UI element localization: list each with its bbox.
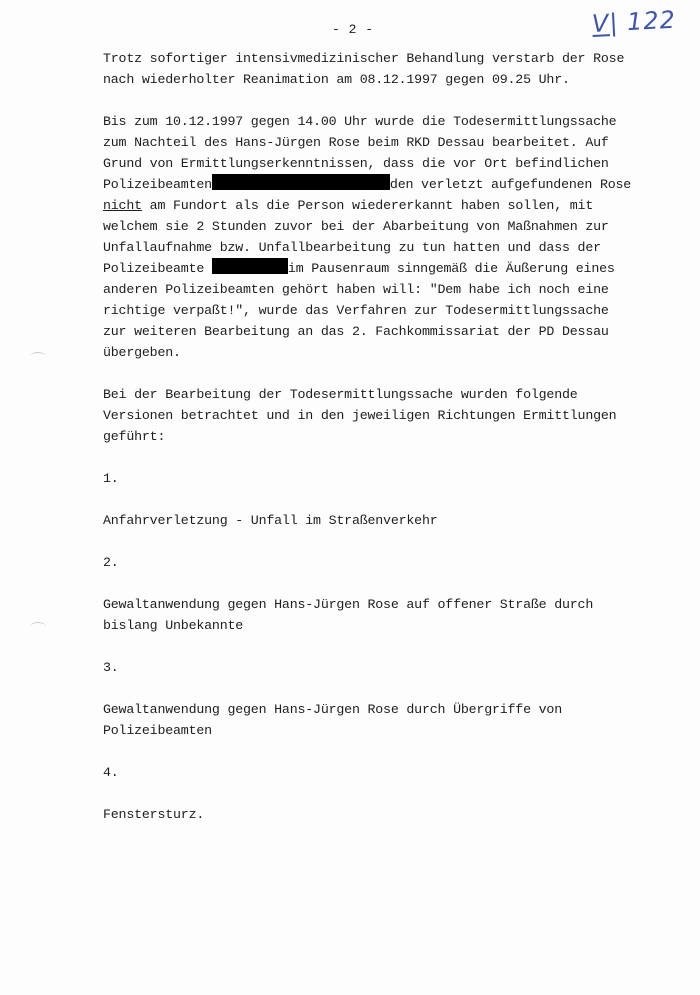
text-line: zur weiteren Bearbeitung an das 2. Fachkommissariat der PD Dessau bbox=[103, 324, 609, 339]
text-line: anderen Polizeibeamten gehört haben will: "Dem habe ich noch eine bbox=[103, 282, 609, 297]
version-item bbox=[103, 762, 673, 825]
paragraph-versions-intro bbox=[103, 384, 673, 447]
version-text: Gewaltanwendung gegen Hans-Jürgen Rose durch Übergriffe von bbox=[103, 702, 562, 717]
text-line: zum Nachteil des Hans-Jürgen Rose beim RKD Dessau bearbeitet. Auf bbox=[103, 135, 609, 150]
document-body bbox=[103, 48, 673, 825]
redaction-bar bbox=[212, 174, 390, 190]
text-line: geführt: bbox=[103, 429, 166, 444]
text-line: richtige verpaßt!", wurde das Verfahren zur Todesermittlungssache bbox=[103, 303, 609, 318]
punch-hole-mark bbox=[30, 352, 46, 361]
version-number: 2. bbox=[103, 555, 119, 570]
text-line: Bei der Bearbeitung der Todesermittlungssache wurden folgende bbox=[103, 387, 578, 402]
text-line: Unfallaufnahme bzw. Unfallbearbeitung zu tun hatten und dass der bbox=[103, 240, 601, 255]
text-line: Grund von Ermittlungserkenntnissen, dass die vor Ort befindlichen bbox=[103, 156, 609, 171]
archive-mark-number: 122 bbox=[626, 5, 677, 37]
version-item bbox=[103, 552, 673, 636]
text-fragment: im Pausenraum sinngemäß die Äußerung eines bbox=[287, 261, 615, 276]
paragraph-investigation bbox=[103, 111, 673, 363]
text-line: nach wiederholter Reanimation am 08.12.1997 gegen 09.25 Uhr. bbox=[103, 72, 570, 87]
version-number: 1. bbox=[103, 471, 119, 486]
archive-mark-separator: | bbox=[608, 8, 620, 38]
version-text: Fenstersturz. bbox=[103, 807, 205, 822]
underlined-word: nicht bbox=[103, 198, 142, 213]
text-fragment: Polizeibeamten bbox=[103, 177, 212, 192]
version-number: 4. bbox=[103, 765, 119, 780]
text-line: Versionen betrachtet und in den jeweiligen Richtungen Ermittlungen bbox=[103, 408, 617, 423]
version-text: Gewaltanwendung gegen Hans-Jürgen Rose auf offener Straße durch bbox=[103, 597, 594, 612]
version-text: Polizeibeamten bbox=[103, 723, 212, 738]
version-text: bislang Unbekannte bbox=[103, 618, 244, 633]
text-line: Trotz sofortiger intensivmedizinischer Behandlung verstarb der Rose bbox=[103, 51, 625, 66]
redaction-bar bbox=[212, 258, 288, 274]
text-fragment: am Fundort als die Person wiedererkannt haben sollen, mit bbox=[141, 198, 594, 213]
paragraph-death bbox=[103, 48, 673, 90]
punch-hole-mark bbox=[30, 622, 46, 631]
text-fragment: den verletzt aufgefundenen Rose bbox=[389, 177, 632, 192]
text-line: übergeben. bbox=[103, 345, 181, 360]
version-item bbox=[103, 468, 673, 531]
text-line: Bis zum 10.12.1997 gegen 14.00 Uhr wurde die Todesermittlungssache bbox=[103, 114, 617, 129]
text-line: welchem sie 2 Stunden zuvor bei der Abarbeitung von Maßnahmen zur bbox=[103, 219, 609, 234]
archive-mark-roman: V bbox=[591, 9, 611, 38]
version-text: Anfahrverletzung - Unfall im Straßenverkehr bbox=[103, 513, 438, 528]
archive-mark bbox=[591, 6, 676, 38]
text-line bbox=[103, 174, 673, 195]
version-item bbox=[103, 657, 673, 741]
text-fragment: Polizeibeamte bbox=[103, 261, 205, 276]
text-line bbox=[103, 195, 673, 216]
version-number: 3. bbox=[103, 660, 119, 675]
text-line bbox=[103, 258, 673, 279]
page-number: - 2 - bbox=[332, 22, 374, 37]
